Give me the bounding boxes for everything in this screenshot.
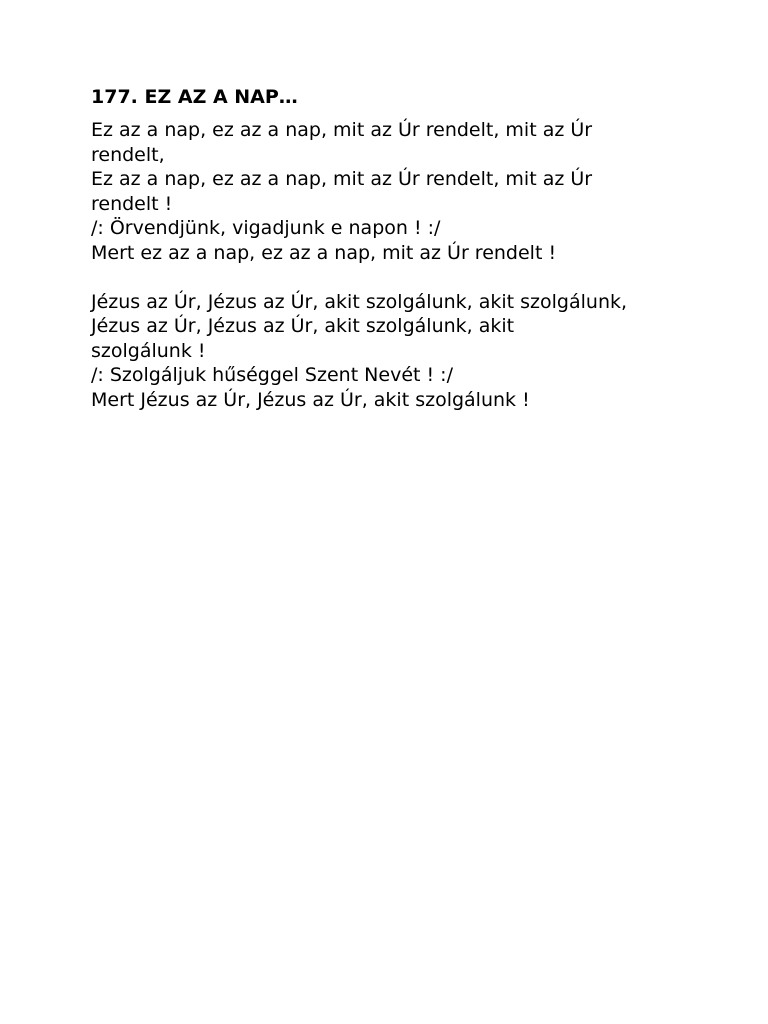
stanza-2 <box>91 290 701 413</box>
lyric-line: /: Szolgáljuk hűséggel Szent Nevét ! :/ <box>91 364 453 386</box>
lyric-line: Ez az a nap, ez az a nap, mit az Úr rendelt, mit az Úr <box>91 119 593 141</box>
stanza-divider <box>91 265 701 290</box>
song-title: 177. EZ AZ A NAP… <box>91 86 298 108</box>
song-page <box>91 84 701 412</box>
lyric-line: rendelt, <box>91 143 165 166</box>
lyric-line: Jézus az Úr, Jézus az Úr, akit szolgálunk, akit <box>91 315 515 337</box>
lyric-line: rendelt ! <box>91 192 173 215</box>
lyric-line: Mert Jézus az Úr, Jézus az Úr, akit szolgálunk ! <box>91 388 530 411</box>
lyric-line: Jézus az Úr, Jézus az Úr, akit szolgálunk, akit szolgálunk, <box>91 290 628 313</box>
lyric-line: Ez az a nap, ez az a nap, mit az Úr rendelt, mit az Úr <box>91 168 593 190</box>
lyric-line: Mert ez az a nap, ez az a nap, mit az Úr rendelt ! <box>91 241 557 264</box>
lyric-line: szolgálunk ! <box>91 339 206 362</box>
stanza-1 <box>91 118 701 265</box>
lyric-line: /: Örvendjünk, vigadjunk e napon ! :/ <box>91 217 441 239</box>
